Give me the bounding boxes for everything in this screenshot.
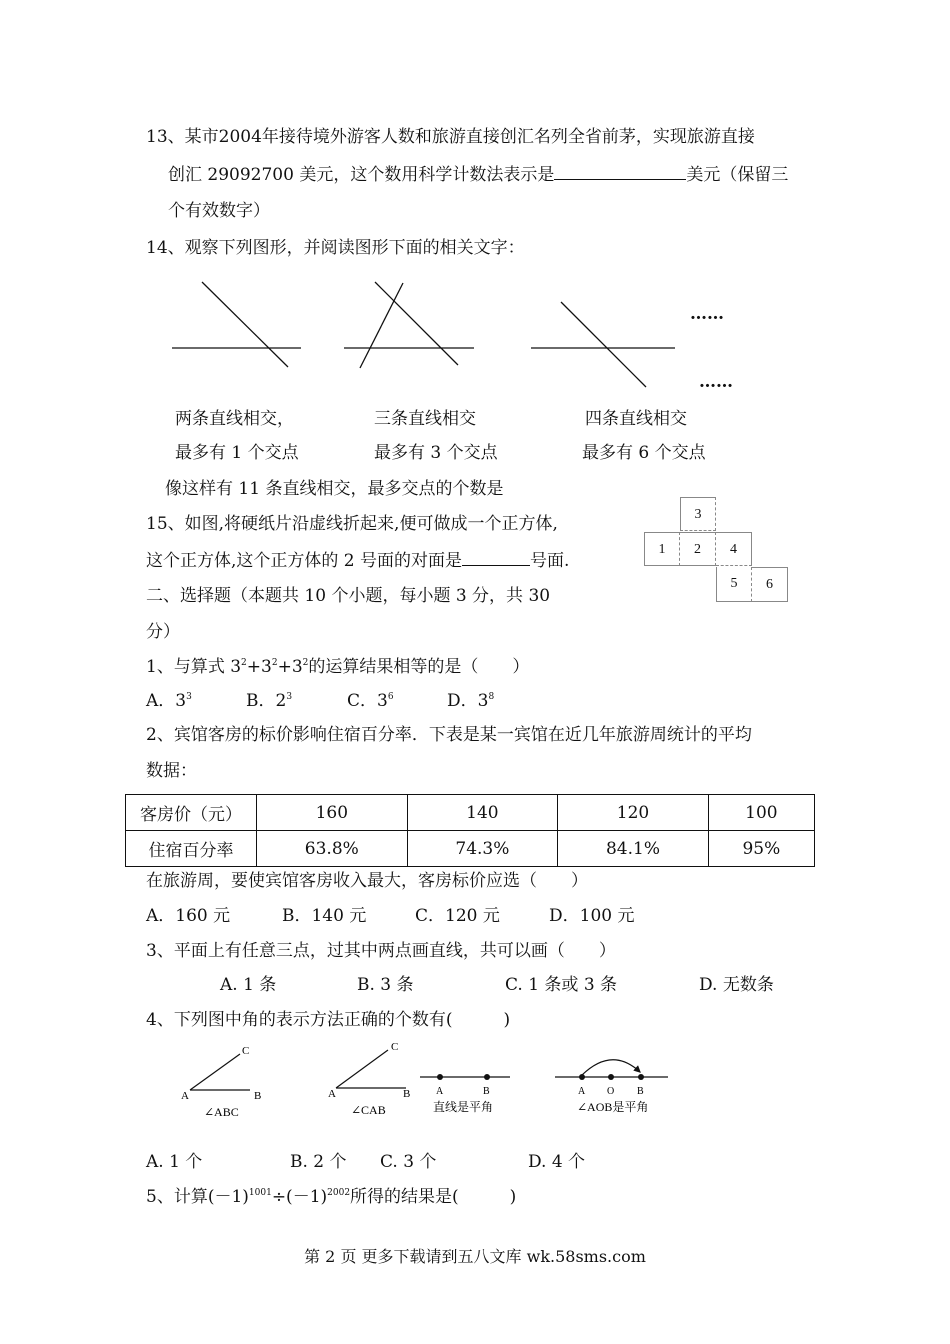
fig3-label-b: B (483, 1086, 490, 1097)
q13-line1: 13、某市2004年接待境外游客人数和旅游直接创汇名列全省前茅，实现旅游直接 (146, 127, 755, 147)
c1-stem (146, 656, 529, 678)
fig3-label-a: A (436, 1086, 444, 1097)
fig1-label-a: A (181, 1090, 189, 1102)
table-cell: 160 (257, 795, 408, 831)
c3-option-c[interactable]: C. 1 条或 3 条 (505, 975, 618, 995)
price-occupancy-table (125, 794, 815, 867)
c1-option-a-text: A．3 (146, 691, 187, 711)
q14-dots-bottom: …… (699, 372, 733, 392)
c5-exp-1: 1001 (248, 1188, 272, 1198)
q14-caption-1b: 最多有 1 个交点 (175, 443, 299, 463)
angle-figure-2 (336, 1050, 406, 1088)
table-row (126, 795, 815, 831)
two-lines-figure (172, 282, 301, 367)
c3-stem: 3、平面上有任意三点，过其中两点画直线，共可以画（ ） (146, 941, 616, 961)
table-row (126, 831, 815, 867)
fig4-label-o: O (607, 1086, 615, 1097)
c4-option-d[interactable]: D. 4 个 (528, 1152, 586, 1172)
angle-figure-1 (190, 1054, 250, 1090)
angle-notation-figures (0, 1030, 950, 1125)
fig4-label-b: B (637, 1086, 644, 1097)
q14-caption-3b: 最多有 6 个交点 (582, 443, 706, 463)
c4-option-a[interactable]: A. 1 个 (146, 1152, 203, 1172)
c1-option-c-exp: 6 (387, 692, 394, 702)
fig4-point-o (608, 1074, 614, 1080)
table-cell: 客房价（元） (126, 795, 257, 831)
c1-exp-1: 2 (241, 658, 247, 668)
q15-line2-text: 这个正方体,这个正方体的 2 号面的对面是 (146, 551, 463, 571)
c1-option-a-exp: 3 (186, 692, 192, 702)
c2-option-c[interactable]: C．120 元 (415, 906, 500, 926)
c1-option-b-text: B．2 (246, 691, 287, 711)
c5-stem-c: 所得的结果是( ) (350, 1187, 517, 1207)
q14-tail: 像这样有 11 条直线相交，最多交点的个数是 (165, 479, 504, 499)
q15-answer-blank[interactable] (462, 549, 530, 566)
c4-option-c[interactable]: C. 3 个 (380, 1152, 437, 1172)
c2-option-d[interactable]: D．100 元 (549, 906, 635, 926)
c5-exp-2: 2002 (327, 1188, 351, 1198)
c2-option-a[interactable]: A．160 元 (146, 906, 231, 926)
table-cell: 140 (407, 795, 558, 831)
q14-caption-2b: 最多有 3 个交点 (374, 443, 498, 463)
table-cell: 100 (708, 795, 814, 831)
c1-option-a[interactable] (146, 690, 192, 712)
q14-caption-2a: 三条直线相交 (374, 409, 476, 429)
c3-option-b[interactable]: B. 3 条 (357, 975, 414, 995)
c1-option-c[interactable] (347, 690, 394, 712)
table-cell: 120 (558, 795, 709, 831)
section2-heading-line2: 分） (146, 622, 180, 642)
q14-line-figures (0, 0, 950, 400)
three-lines-figure (344, 282, 474, 368)
table-cell: 住宿百分率 (126, 831, 257, 867)
fig4-point-a (579, 1074, 585, 1080)
table-cell: 63.8% (257, 831, 408, 867)
q15-line1: 15、如图,将硬纸片沿虚线折起来,便可做成一个正方体, (146, 514, 558, 534)
c5-stem-a: 5、计算(－1) (146, 1187, 249, 1207)
c1-stem-b: 的运算结果相等的是（ ） (308, 657, 530, 677)
c1-term-2: +3 (246, 657, 272, 677)
table-cell: 84.1% (558, 831, 709, 867)
c1-option-d-text: D．3 (447, 691, 489, 711)
fig4-label-a: A (578, 1086, 586, 1097)
fig3-caption: 直线是平角 (433, 1100, 494, 1114)
c2-after-table: 在旅游周，要使宾馆客房收入最大，客房标价应选（ ） (146, 871, 588, 891)
fig4-caption: ∠AOB是平角 (577, 1100, 649, 1114)
c1-option-b[interactable] (246, 690, 292, 712)
net-face-2: 2 (680, 532, 716, 566)
fig2-label-a: A (328, 1088, 336, 1100)
fig2-caption: ∠CAB (351, 1103, 386, 1117)
fig3-point-b (484, 1074, 490, 1080)
q14-caption-1a: 两条直线相交， (175, 409, 294, 429)
c1-option-d[interactable] (447, 690, 494, 712)
q14-caption-3a: 四条直线相交 (585, 409, 687, 429)
net-face-6: 6 (752, 567, 788, 602)
fig2-label-b: B (403, 1088, 411, 1100)
q15-line2-tail: 号面. (530, 551, 570, 571)
c3-option-d[interactable]: D. 无数条 (699, 975, 774, 995)
c1-option-d-exp: 8 (488, 692, 495, 702)
c1-option-c-text: C．3 (347, 691, 388, 711)
fig4-point-b (638, 1074, 644, 1080)
c2-option-b[interactable]: B．140 元 (282, 906, 367, 926)
c1-term-3: +3 (277, 657, 303, 677)
c1-exp-3: 2 (302, 658, 309, 668)
q13-line2-tail: 美元（保留三 (686, 165, 789, 185)
net-face-1: 1 (644, 532, 680, 566)
c2-stem-line2: 数据： (146, 761, 197, 781)
section2-heading-line1: 二、选择题（本题共 10 个小题，每小题 3 分，共 30 (146, 586, 551, 606)
table-cell: 74.3% (407, 831, 558, 867)
table-cell: 95% (708, 831, 814, 867)
q15-line2 (146, 549, 569, 572)
fig1-label-b: B (254, 1090, 262, 1102)
four-lines-figure (531, 302, 675, 387)
page-footer: 第 2 页 更多下载请到五八文库 wk.58sms.com (304, 1247, 646, 1266)
net-face-5: 5 (716, 567, 752, 602)
c4-stem: 4、下列图中角的表示方法正确的个数有( ) (146, 1010, 511, 1030)
q14-dots-top: …… (690, 304, 724, 324)
c5-stem (146, 1186, 516, 1208)
net-face-4: 4 (716, 532, 752, 566)
c1-stem-a: 1、与算式 3 (146, 657, 242, 677)
fig3-point-a (437, 1074, 443, 1080)
q13-line3: 个有效数字） (168, 201, 270, 221)
c2-stem-line1: 2、宾馆客房的标价影响住宿百分率．下表是某一宾馆在近几年旅游周统计的平均 (146, 725, 752, 745)
c3-option-a[interactable]: A. 1 条 (220, 975, 277, 995)
c5-stem-b: ÷(－1) (271, 1187, 328, 1207)
c1-option-b-exp: 3 (286, 692, 293, 702)
fig2-label-c: C (391, 1041, 399, 1053)
q14-stem: 14、观察下列图形，并阅读图形下面的相关文字： (146, 238, 525, 258)
fig1-caption: ∠ABC (204, 1105, 239, 1119)
q13-line2-text: 创汇 29092700 美元，这个数用科学计数法表示是 (168, 165, 555, 185)
fig1-label-c: C (242, 1045, 250, 1057)
c1-exp-2: 2 (271, 658, 278, 668)
c4-option-b[interactable]: B. 2 个 (290, 1152, 347, 1172)
net-face-3: 3 (680, 497, 716, 531)
